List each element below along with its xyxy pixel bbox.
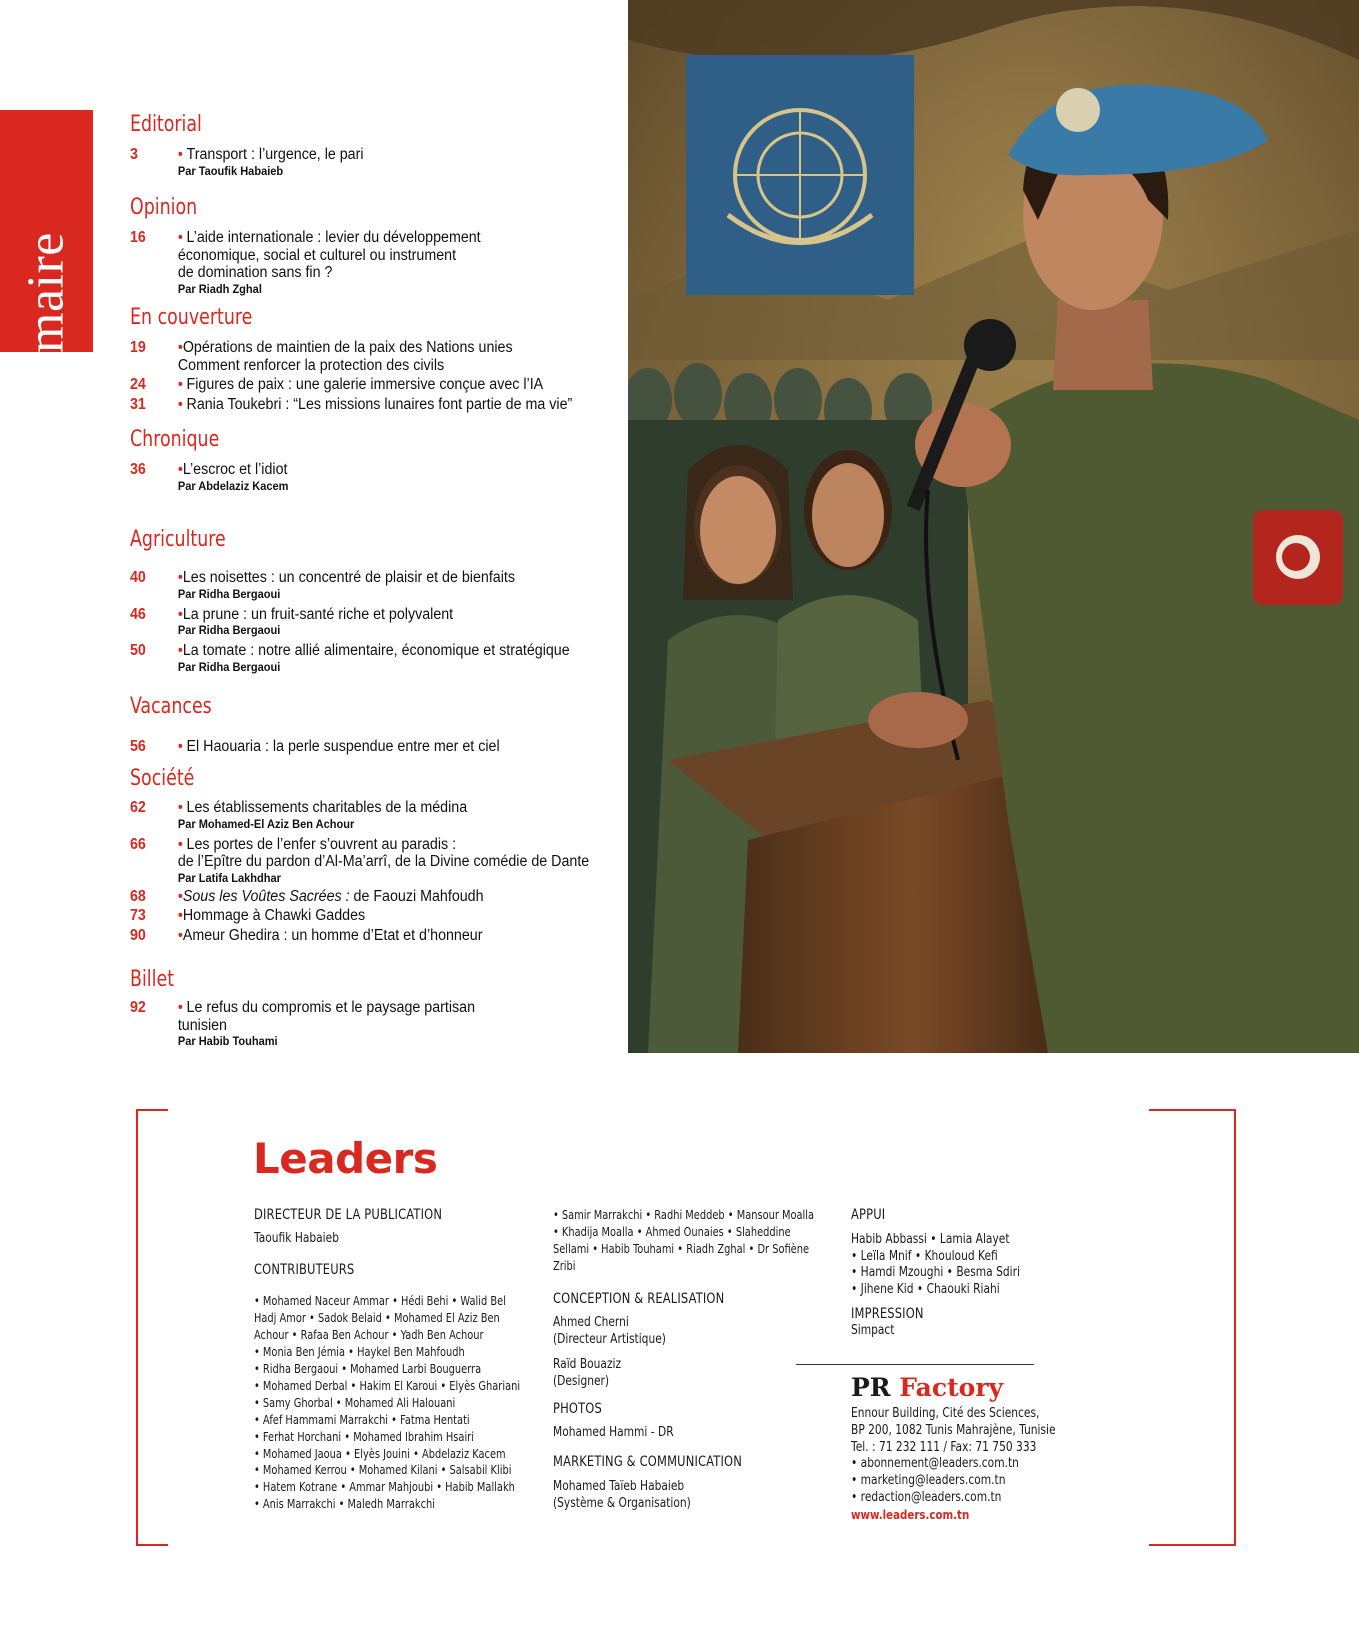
- toc-entry[interactable]: 66 • Les portes de l’enfer s’ouvrent au paradis : de l’Epître du pardon d’Al-Ma’arrî, de la Divine comédie de Dante Par Latifa Lakhdhar: [130, 835, 590, 885]
- directeur-label: DIRECTEUR DE LA PUBLICATION: [254, 1207, 443, 1223]
- directeur-name: Taoufik Habaieb: [254, 1230, 339, 1246]
- conception-label: CONCEPTION & REALISATION: [553, 1290, 725, 1307]
- section-title: Billet: [130, 967, 175, 992]
- section-title: En couverture: [130, 305, 253, 330]
- toc-entry[interactable]: 68 •Sous les Voûtes Sacrées : de Faouzi Mahfoudh: [130, 887, 484, 905]
- leaders-logo: Leaders: [253, 1134, 438, 1183]
- toc-entry[interactable]: 19 •Opérations de maintien de la paix des Nations unies Comment renforcer la protection des civils: [130, 339, 513, 374]
- contributeurs-label: CONTRIBUTEURS: [254, 1261, 355, 1278]
- toc-entry[interactable]: 46 •La prune : un fruit-santé riche et polyvalent Par Ridha Bergaoui: [130, 605, 454, 637]
- section-societe: [130, 766, 629, 944]
- toc-entry[interactable]: 73 •Hommage à Chawki Gaddes: [130, 907, 366, 924]
- section-couverture: [130, 305, 611, 413]
- masthead-column-2: • Samir Marrakchi • Radhi Meddeb • Mansour Moalla • Khadija Moalla • Ahmed Ounaies • Slaheddine Sellami • Habib Touhami • Riadh Zghal • Dr Sofiène Zribi CONCEPTION & REALISATION Ahmed Cherni (Directeur Artistique) Raïd Bouaziz (Designer) PHOTOS Mohamed Hammi - DR MARKETING & COMMUNICATION Mohamed Taïeb Habaieb (Système & Organisation): [553, 1208, 815, 1511]
- contributeurs-list: • Mohamed Naceur Ammar • Hédi Behi • Walid Bel Hadj Amor • Sadok Belaid • Mohamed El Aziz Ben Achour • Rafaa Ben Achour • Yadh Ben Achour • Monia Ben Jémia • Haykel Ben Mahfoudh • Ridha Bergaoui • Mohamed Larbi Bouguerra • Mohamed Derbal • Hakim El Karoui • Elyès Ghariani • Samy Ghorbal • Mohamed Ali Halouani • Afef Hammami Marrakchi • Fatma Hentati • Ferhat Horchani • Mohamed Ibrahim Hsairi • Mohamed Jaoua • Elyès Jouini • Abdelaziz Kacem • Mohamed Kerrou • Mohamed Kilani • Salsabil Klibi • Hatem Kotrane • Ammar Mahjoubi • Habib Mallakh • Anis Marrakchi • Maledh Marrakchi: [254, 1294, 521, 1512]
- toc-entry[interactable]: 50 •La tomate : notre allié alimentaire, économique et stratégique Par Ridha Bergaoui: [130, 642, 570, 674]
- section-title: Vacances: [130, 694, 212, 719]
- toc-entry[interactable]: 62 • Les établissements charitables de la médina Par Mohamed-El Aziz Ben Achour: [130, 799, 468, 831]
- toc-entry[interactable]: 31 • Rania Toukebri : “Les missions lunaires font partie de ma vie”: [130, 395, 573, 413]
- section-title: Chronique: [130, 427, 220, 452]
- address-block: Ennour Building, Cité des Sciences, BP 200, 1082 Tunis Mahrajène, Tunisie Tel. : 71 232 111 / Fax: 71 750 333 • abonnement@leaders.com.tn • marketing@leaders.com.tn • redaction@leaders.com.tn www.leaders.com.tn: [851, 1406, 1097, 1524]
- email-link[interactable]: • abonnement@leaders.com.tn: [851, 1456, 1019, 1472]
- section-vacances: [130, 694, 532, 756]
- email-link[interactable]: • redaction@leaders.com.tn: [851, 1489, 1002, 1505]
- toc-entry[interactable]: 16 • L’aide internationale : levier du développement économique, social et culturel ou instrument de domination sans fin ? Par Riadh Zghal: [130, 229, 481, 296]
- toc-entry[interactable]: 24 • Figures de paix : une galerie immersive conçue avec l’IA: [130, 376, 544, 393]
- toc-entry[interactable]: 40 •Les noisettes : un concentré de plaisir et de bienfaits Par Ridha Bergaoui: [130, 569, 515, 601]
- painting-un-peacekeeper-icon: [628, 0, 1359, 1053]
- section-title: Opinion: [130, 195, 198, 220]
- divider: [796, 1364, 1034, 1365]
- sommaire-tab: [0, 110, 93, 450]
- toc-entry[interactable]: 56 • El Haouaria : la perle suspendue entre mer et ciel: [130, 738, 500, 755]
- contributeurs-list-cont: • Samir Marrakchi • Radhi Meddeb • Mansour Moalla • Khadija Moalla • Ahmed Ounaies • Slaheddine Sellami • Habib Touhami • Riadh Zghal • Dr Sofiène Zribi: [553, 1208, 815, 1273]
- section-billet: [130, 967, 505, 1049]
- email-link[interactable]: • marketing@leaders.com.tn: [851, 1473, 1006, 1489]
- section-chronique: [130, 427, 302, 494]
- section-title: Editorial: [130, 112, 202, 137]
- sommaire-label: Sommaire: [17, 232, 75, 450]
- section-editorial: [130, 112, 384, 179]
- section-title: Société: [130, 766, 195, 791]
- marketing-label: MARKETING & COMMUNICATION: [553, 1454, 742, 1471]
- cover-painting: [628, 0, 1359, 1053]
- photos-label: PHOTOS: [553, 1400, 602, 1417]
- masthead-column-3: APPUI Habib Abbassi • Lamia Alayet • Leïla Mnif • Khouloud Kefi • Hamdi Mzoughi • Besma Sdiri • Jihene Kid • Chaouki Riahi IMPRESSION Simpact: [851, 1207, 1097, 1340]
- toc-entry[interactable]: 92 • Le refus du compromis et le paysage partisan tunisien Par Habib Touhami: [130, 999, 476, 1048]
- section-agriculture: [130, 527, 608, 675]
- website-link[interactable]: www.leaders.com.tn: [851, 1506, 970, 1522]
- masthead-bracket-right: [1149, 1109, 1236, 1546]
- section-opinion: [130, 195, 511, 297]
- toc-entry[interactable]: 36 •L’escroc et l’idiot Par Abdelaziz Kacem: [130, 461, 289, 493]
- toc-entry[interactable]: 90 •Ameur Ghedira : un homme d’Etat et d’honneur: [130, 926, 483, 944]
- section-title: Agriculture: [130, 527, 226, 552]
- masthead-column-1: [254, 1207, 525, 1513]
- masthead-bracket-left: [136, 1109, 168, 1546]
- appui-label: APPUI: [851, 1207, 886, 1223]
- impression-label: IMPRESSION: [851, 1305, 924, 1322]
- toc-entry[interactable]: 3 • Transport : l’urgence, le pari Par Taoufik Habaieb: [130, 146, 364, 178]
- pr-factory-logo: PR Factory: [851, 1373, 1004, 1402]
